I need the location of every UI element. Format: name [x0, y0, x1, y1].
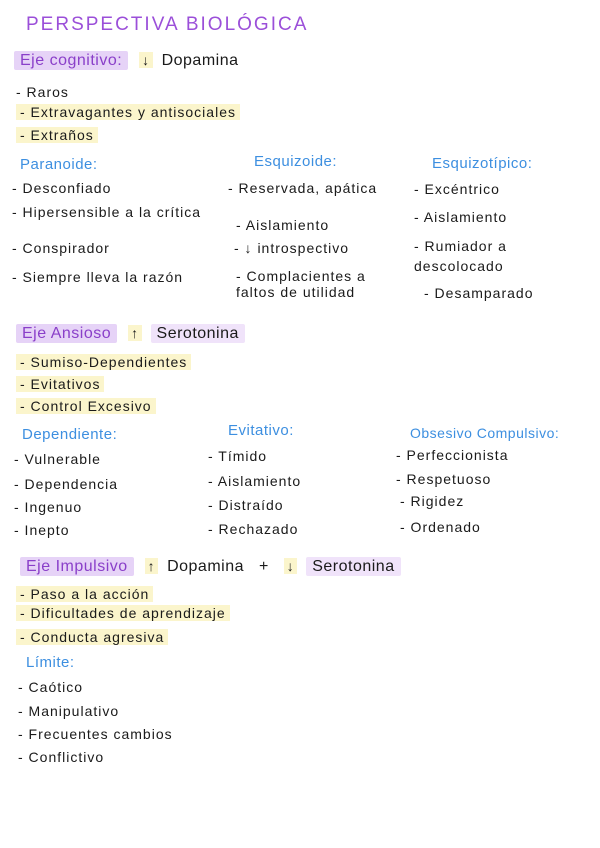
- list-item: - Excéntrico: [414, 181, 500, 197]
- arrow-down-icon: ↓: [284, 558, 298, 574]
- list-item: - Ordenado: [400, 519, 481, 535]
- subtype-heading: Dependiente:: [22, 426, 118, 443]
- list-item: - Conducta agresiva: [16, 629, 168, 645]
- neurotransmitter: Serotonina: [306, 557, 400, 576]
- anxious-axis-heading: [16, 325, 245, 343]
- list-item: - Dependencia: [14, 476, 119, 492]
- subtype-heading: Paranoide:: [20, 156, 98, 173]
- list-item: - Tímido: [208, 448, 268, 464]
- list-item: - Caótico: [18, 679, 84, 695]
- anxious-axis-label: Eje Ansioso: [16, 324, 117, 343]
- plus-sign: +: [258, 558, 269, 575]
- impulsive-axis-heading: [20, 558, 401, 576]
- list-item: - Aislamiento: [208, 473, 302, 489]
- impulsive-axis-label: Eje Impulsivo: [20, 557, 134, 576]
- list-item: - Raros: [16, 84, 69, 100]
- list-item: - Desconfiado: [12, 180, 112, 196]
- list-item: - Frecuentes cambios: [18, 726, 173, 742]
- list-item: - Hipersensible a la crítica: [12, 204, 202, 220]
- list-item: - Aislamiento: [414, 209, 508, 225]
- subtype-heading: Esquizotípico:: [432, 155, 533, 172]
- list-item: - Vulnerable: [14, 451, 101, 467]
- list-item: - Extravagantes y antisociales: [16, 104, 240, 120]
- list-item: - Complacientes a faltos de utilidad: [236, 268, 366, 300]
- list-item: - Conspirador: [12, 240, 110, 256]
- arrow-up-icon: ↑: [128, 325, 142, 341]
- list-item: - Distraído: [208, 497, 284, 513]
- list-item: - Rigidez: [400, 493, 465, 509]
- list-item: - Respetuoso: [396, 471, 492, 487]
- list-item: - ↓ introspectivo: [234, 240, 350, 256]
- arrow-up-icon: ↑: [145, 558, 159, 574]
- list-item: - Conflictivo: [18, 749, 105, 765]
- neurotransmitter: Serotonina: [151, 324, 245, 343]
- list-item: - Manipulativo: [18, 703, 120, 719]
- list-item: - Inepto: [14, 522, 70, 538]
- list-item: - Ingenuo: [14, 499, 83, 515]
- list-item: - Evitativos: [16, 376, 104, 392]
- cognitive-axis-label: Eje cognitivo:: [14, 51, 128, 70]
- subtype-heading: Evitativo:: [228, 422, 294, 439]
- list-item: - Perfeccionista: [396, 447, 509, 463]
- neurotransmitter: Dopamina: [161, 52, 239, 69]
- list-item: - Sumiso-Dependientes: [16, 354, 191, 370]
- arrow-down-icon: ↓: [139, 52, 153, 68]
- subtype-heading: Obsesivo Compulsivo:: [410, 425, 560, 441]
- list-item: - Desamparado: [424, 285, 534, 301]
- list-item: - Rechazado: [208, 521, 299, 537]
- list-item: - Siempre lleva la razón: [12, 269, 184, 285]
- list-item: - Dificultades de aprendizaje: [16, 605, 230, 621]
- list-item: - Reservada, apática: [228, 180, 378, 196]
- list-item: - Aislamiento: [236, 217, 330, 233]
- neurotransmitter: Dopamina: [167, 558, 244, 575]
- list-item: - Rumiador a descolocado: [414, 238, 507, 274]
- subtype-heading: Esquizoide:: [254, 153, 338, 170]
- list-item: - Control Excesivo: [16, 398, 156, 414]
- page-title: PERSPECTIVA BIOLÓGICA: [26, 14, 309, 35]
- cognitive-axis-heading: [14, 52, 239, 70]
- subtype-heading: Límite:: [26, 654, 75, 671]
- list-item: - Extraños: [16, 127, 98, 143]
- list-item: - Paso a la acción: [16, 586, 153, 602]
